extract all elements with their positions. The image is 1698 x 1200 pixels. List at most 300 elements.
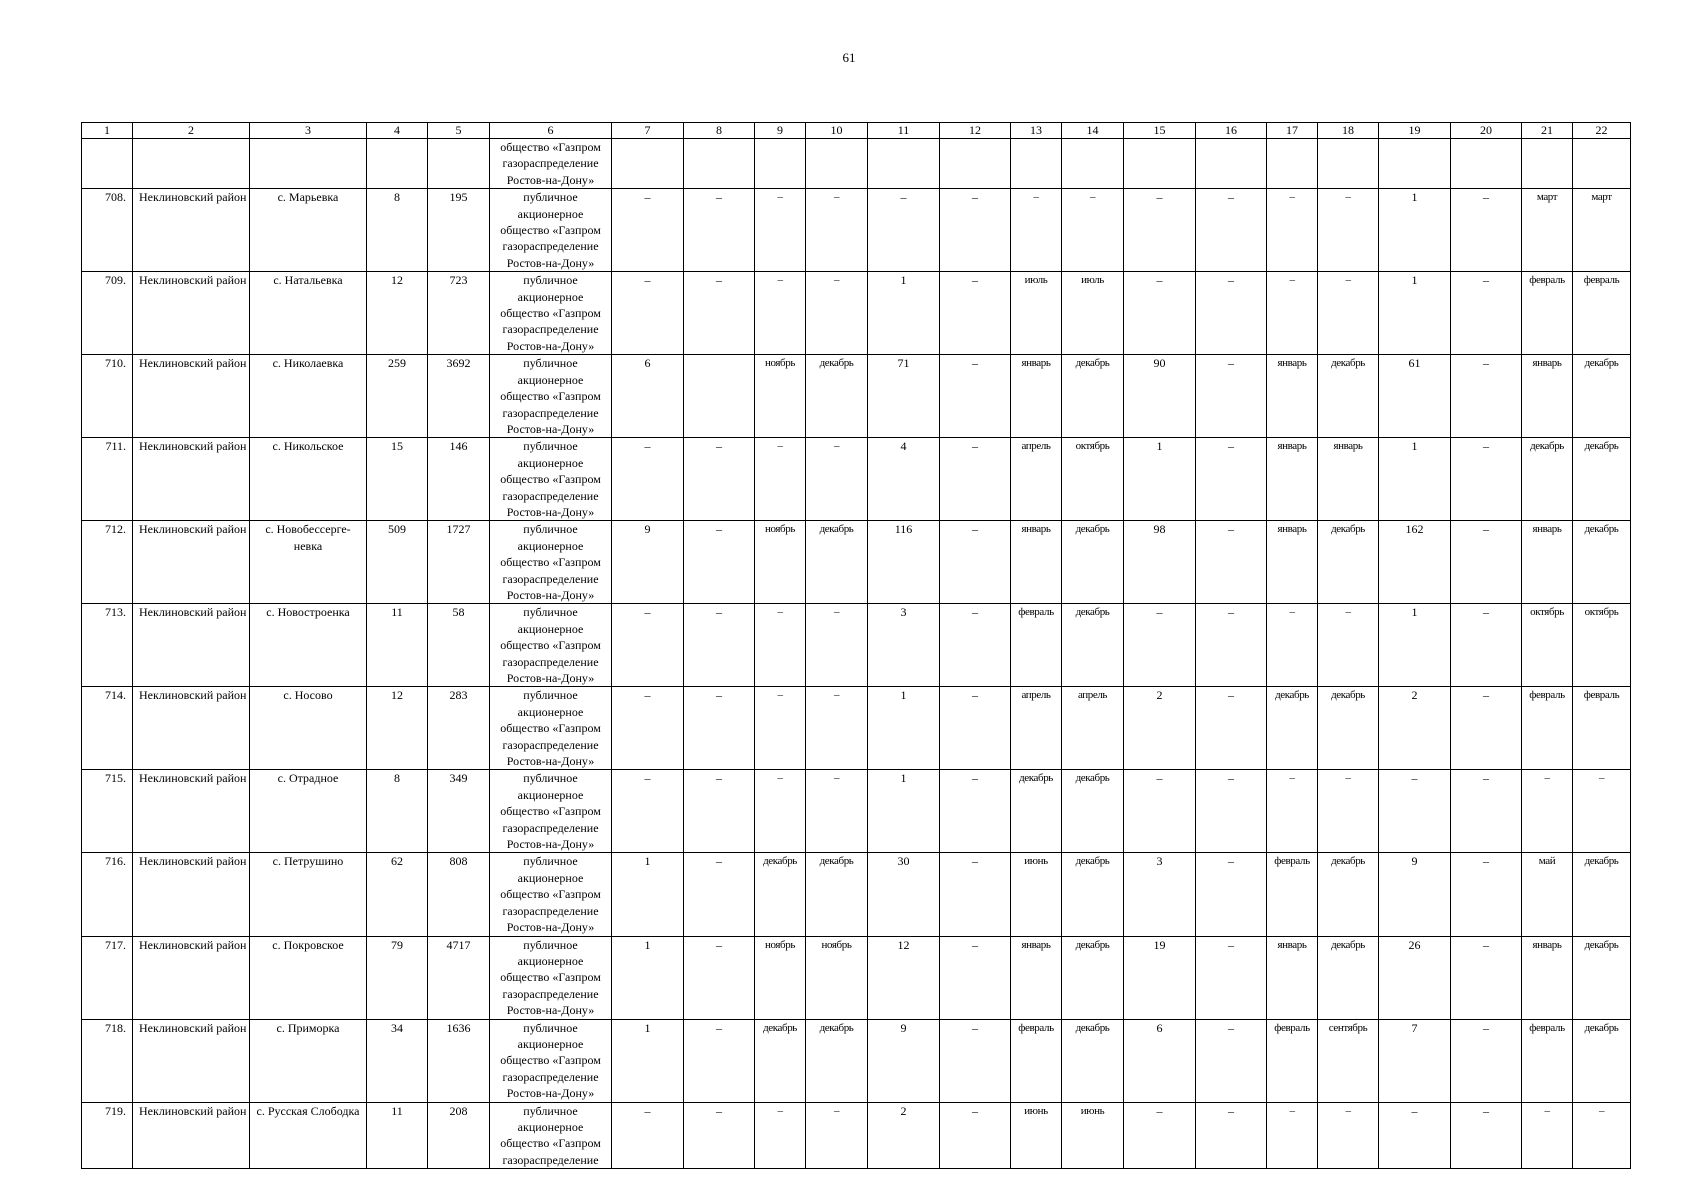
table-cell-col-6: публичное акционерное общество «Газпром газораспределение Ростов-на-Дону»	[490, 853, 612, 936]
table-cell-col-3: с. Новостроенка	[250, 604, 367, 687]
table-cell-col-11	[868, 139, 940, 189]
data-table	[81, 122, 1631, 1169]
table-cell-col-12: –	[940, 438, 1011, 521]
table-cell-col-13	[1011, 139, 1062, 189]
table-cell-col-15: –	[1124, 770, 1196, 853]
table-cell-col-7: –	[612, 604, 684, 687]
table-row	[82, 272, 1631, 355]
table-cell-col-9: декабрь	[755, 853, 806, 936]
column-header: 22	[1573, 123, 1631, 139]
column-header: 15	[1124, 123, 1196, 139]
table-cell-col-19: 1	[1379, 438, 1451, 521]
table-cell-col-20: –	[1451, 604, 1522, 687]
table-cell-col-6: публичное акционерное общество «Газпром газораспределение Ростов-на-Дону»	[490, 604, 612, 687]
table-cell-col-4: 34	[367, 1019, 428, 1102]
table-row	[82, 604, 1631, 687]
table-cell-col-3: с. Новобессерге-невка	[250, 521, 367, 604]
table-cell-col-22: –	[1573, 1102, 1631, 1169]
table-cell-col-17: февраль	[1267, 853, 1318, 936]
table-cell-col-6: публичное акционерное общество «Газпром газораспределение Ростов-на-Дону»	[490, 1019, 612, 1102]
column-header: 7	[612, 123, 684, 139]
table-cell-col-2: Неклиновский район	[133, 1102, 250, 1169]
table-cell-col-8	[684, 139, 755, 189]
table-cell-col-14: декабрь	[1062, 936, 1124, 1019]
table-row	[82, 438, 1631, 521]
table-cell-col-12: –	[940, 1102, 1011, 1169]
table-cell-col-7: –	[612, 687, 684, 770]
table-cell-col-19: 61	[1379, 355, 1451, 438]
table-cell-col-8	[684, 355, 755, 438]
table-cell-col-13: декабрь	[1011, 770, 1062, 853]
table-cell-col-18: декабрь	[1318, 687, 1379, 770]
table-cell-col-1: 710.	[82, 355, 133, 438]
table-cell-col-1: 709.	[82, 272, 133, 355]
table-cell-col-21: –	[1522, 770, 1573, 853]
table-cell-col-10: –	[806, 1102, 868, 1169]
table-cell-col-17: январь	[1267, 936, 1318, 1019]
table-cell-col-12: –	[940, 687, 1011, 770]
table-cell-col-14: июль	[1062, 272, 1124, 355]
table-cell-col-14: апрель	[1062, 687, 1124, 770]
table-cell-col-15: 98	[1124, 521, 1196, 604]
table-cell-col-7: –	[612, 189, 684, 272]
table-cell-col-8: –	[684, 1019, 755, 1102]
table-cell-col-10	[806, 139, 868, 189]
table-cell-col-2: Неклиновский район	[133, 438, 250, 521]
table-cell-col-11: 1	[868, 687, 940, 770]
table-cell-col-2: Неклиновский район	[133, 687, 250, 770]
table-cell-col-5: 1636	[428, 1019, 490, 1102]
table-cell-col-1: 718.	[82, 1019, 133, 1102]
table-cell-col-11: –	[868, 189, 940, 272]
table-cell-col-4: 62	[367, 853, 428, 936]
table-cell-col-8: –	[684, 936, 755, 1019]
table-row	[82, 1102, 1631, 1169]
table-cell-col-21: октябрь	[1522, 604, 1573, 687]
table-cell-col-17: –	[1267, 272, 1318, 355]
table-cell-col-2: Неклиновский район	[133, 355, 250, 438]
column-header: 14	[1062, 123, 1124, 139]
table-cell-col-6: публичное акционерное общество «Газпром газораспределение Ростов-на-Дону»	[490, 438, 612, 521]
table-cell-col-6: публичное акционерное общество «Газпром газораспределение Ростов-на-Дону»	[490, 355, 612, 438]
table-cell-col-2: Неклиновский район	[133, 853, 250, 936]
table-cell-col-2: Неклиновский район	[133, 1019, 250, 1102]
table-cell-col-4: 15	[367, 438, 428, 521]
table-cell-col-15: 3	[1124, 853, 1196, 936]
table-cell-col-9: ноябрь	[755, 936, 806, 1019]
column-header-row	[82, 123, 1631, 139]
table-cell-col-20: –	[1451, 853, 1522, 936]
table-cell-col-7: 6	[612, 355, 684, 438]
table-cell-col-10: декабрь	[806, 521, 868, 604]
table-cell-col-22: февраль	[1573, 687, 1631, 770]
column-header: 16	[1196, 123, 1267, 139]
table-cell-col-14: декабрь	[1062, 770, 1124, 853]
table-cell-col-19: 7	[1379, 1019, 1451, 1102]
table-row	[82, 936, 1631, 1019]
table-cell-col-22: –	[1573, 770, 1631, 853]
table-cell-col-8: –	[684, 687, 755, 770]
table-cell-col-22: декабрь	[1573, 355, 1631, 438]
table-cell-col-5: 283	[428, 687, 490, 770]
column-header: 11	[868, 123, 940, 139]
table-cell-col-10: –	[806, 604, 868, 687]
table-cell-col-13: январь	[1011, 936, 1062, 1019]
table-cell-col-9: –	[755, 189, 806, 272]
table-cell-col-21: –	[1522, 1102, 1573, 1169]
table-cell-col-22: февраль	[1573, 272, 1631, 355]
table-cell-col-22: октябрь	[1573, 604, 1631, 687]
table-cell-col-21: январь	[1522, 521, 1573, 604]
table-cell-col-16: –	[1196, 1102, 1267, 1169]
table-cell-col-19	[1379, 139, 1451, 189]
table-cell-col-19: 9	[1379, 853, 1451, 936]
table-cell-col-21: май	[1522, 853, 1573, 936]
table-cell-col-5: 1727	[428, 521, 490, 604]
table-cell-col-19: –	[1379, 1102, 1451, 1169]
table-cell-col-10: –	[806, 770, 868, 853]
table-cell-col-20: –	[1451, 438, 1522, 521]
table-cell-col-10: декабрь	[806, 355, 868, 438]
table-cell-col-7: 1	[612, 1019, 684, 1102]
table-cell-col-1: 711.	[82, 438, 133, 521]
table-cell-col-10: декабрь	[806, 853, 868, 936]
table-cell-col-21: февраль	[1522, 272, 1573, 355]
table-row	[82, 1019, 1631, 1102]
table-cell-col-7	[612, 139, 684, 189]
table-cell-col-17: –	[1267, 604, 1318, 687]
table-cell-col-4: 79	[367, 936, 428, 1019]
table-cell-col-4	[367, 139, 428, 189]
table-cell-col-5: 808	[428, 853, 490, 936]
table-cell-col-10: –	[806, 189, 868, 272]
table-cell-col-13: апрель	[1011, 438, 1062, 521]
table-cell-col-2	[133, 139, 250, 189]
table-cell-col-14: декабрь	[1062, 604, 1124, 687]
table-cell-col-20: –	[1451, 521, 1522, 604]
table-cell-col-8: –	[684, 272, 755, 355]
table-row	[82, 189, 1631, 272]
table-cell-col-3: с. Отрадное	[250, 770, 367, 853]
table-cell-col-4: 11	[367, 604, 428, 687]
table-cell-col-15: 90	[1124, 355, 1196, 438]
table-cell-col-8: –	[684, 189, 755, 272]
table-cell-col-11: 4	[868, 438, 940, 521]
table-cell-col-17: декабрь	[1267, 687, 1318, 770]
table-cell-col-3: с. Николаевка	[250, 355, 367, 438]
table-cell-col-14: октябрь	[1062, 438, 1124, 521]
table-row	[82, 687, 1631, 770]
table-cell-col-9: декабрь	[755, 1019, 806, 1102]
table-cell-col-22: декабрь	[1573, 521, 1631, 604]
table-cell-col-6: публичное акционерное общество «Газпром газораспределение Ростов-на-Дону»	[490, 936, 612, 1019]
table-cell-col-4: 11	[367, 1102, 428, 1169]
table-cell-col-8: –	[684, 853, 755, 936]
table-cell-col-21: февраль	[1522, 687, 1573, 770]
table-cell-col-19: 2	[1379, 687, 1451, 770]
table-cell-col-18: –	[1318, 1102, 1379, 1169]
table-cell-col-11: 1	[868, 770, 940, 853]
table-cell-col-12: –	[940, 355, 1011, 438]
table-cell-col-5	[428, 139, 490, 189]
table-cell-col-12: –	[940, 853, 1011, 936]
column-header: 6	[490, 123, 612, 139]
table-cell-col-22	[1573, 139, 1631, 189]
table-cell-col-6: публичное акционерное общество «Газпром газораспределение Ростов-на-Дону»	[490, 521, 612, 604]
table-cell-col-18	[1318, 139, 1379, 189]
table-cell-col-20: –	[1451, 1019, 1522, 1102]
table-cell-col-9: –	[755, 272, 806, 355]
table-cell-col-20: –	[1451, 936, 1522, 1019]
table-cell-col-14: декабрь	[1062, 853, 1124, 936]
table-cell-col-15: 19	[1124, 936, 1196, 1019]
table-cell-col-16: –	[1196, 438, 1267, 521]
table-cell-col-16: –	[1196, 687, 1267, 770]
table-cell-col-9: ноябрь	[755, 355, 806, 438]
table-cell-col-14: декабрь	[1062, 355, 1124, 438]
table-cell-col-15: 6	[1124, 1019, 1196, 1102]
table-cell-col-10: –	[806, 272, 868, 355]
column-header: 20	[1451, 123, 1522, 139]
table-cell-col-10: декабрь	[806, 1019, 868, 1102]
column-header: 13	[1011, 123, 1062, 139]
column-header: 8	[684, 123, 755, 139]
table-cell-col-13: июнь	[1011, 1102, 1062, 1169]
table-cell-col-22: декабрь	[1573, 1019, 1631, 1102]
table-cell-col-22: декабрь	[1573, 438, 1631, 521]
table-cell-col-4: 8	[367, 770, 428, 853]
table-cell-col-8: –	[684, 604, 755, 687]
table-cell-col-14	[1062, 139, 1124, 189]
table-cell-col-11: 9	[868, 1019, 940, 1102]
table-cell-col-15: –	[1124, 604, 1196, 687]
table-cell-col-6: публичное акционерное общество «Газпром газораспределение Ростов-на-Дону»	[490, 770, 612, 853]
table-body	[82, 139, 1631, 1169]
table-cell-col-1: 713.	[82, 604, 133, 687]
table-cell-col-11: 1	[868, 272, 940, 355]
table-cell-col-7: 1	[612, 936, 684, 1019]
table-row	[82, 355, 1631, 438]
table-cell-col-16: –	[1196, 355, 1267, 438]
table-cell-col-17: –	[1267, 1102, 1318, 1169]
table-cell-col-7: –	[612, 272, 684, 355]
table-cell-col-11: 3	[868, 604, 940, 687]
table-cell-col-8: –	[684, 770, 755, 853]
table-cell-col-2: Неклиновский район	[133, 936, 250, 1019]
page-number: 61	[842, 50, 856, 65]
table-cell-col-7: –	[612, 770, 684, 853]
table-cell-col-18: –	[1318, 770, 1379, 853]
table-cell-col-1: 716.	[82, 853, 133, 936]
column-header: 9	[755, 123, 806, 139]
table-cell-col-14: декабрь	[1062, 521, 1124, 604]
table-cell-col-16: –	[1196, 189, 1267, 272]
table-cell-col-12: –	[940, 272, 1011, 355]
table-cell-col-16: –	[1196, 770, 1267, 853]
table-cell-col-2: Неклиновский район	[133, 189, 250, 272]
table-cell-col-9: –	[755, 438, 806, 521]
table-cell-col-9: –	[755, 604, 806, 687]
table-cell-col-22: март	[1573, 189, 1631, 272]
table-cell-col-2: Неклиновский район	[133, 770, 250, 853]
table-cell-col-17: –	[1267, 770, 1318, 853]
table-cell-col-13: февраль	[1011, 1019, 1062, 1102]
table-cell-col-2: Неклиновский район	[133, 521, 250, 604]
column-header: 18	[1318, 123, 1379, 139]
table-cell-col-22: декабрь	[1573, 853, 1631, 936]
table-cell-col-11: 12	[868, 936, 940, 1019]
table-cell-col-15: –	[1124, 272, 1196, 355]
table-cell-col-4: 8	[367, 189, 428, 272]
table-cell-col-12: –	[940, 936, 1011, 1019]
table-cell-col-16: –	[1196, 272, 1267, 355]
table-cell-col-6: публичное акционерное общество «Газпром газораспределение Ростов-на-Дону»	[490, 189, 612, 272]
table-cell-col-19: 1	[1379, 272, 1451, 355]
table-cell-col-6: публичное акционерное общество «Газпром газораспределение Ростов-на-Дону»	[490, 687, 612, 770]
table-row	[82, 853, 1631, 936]
table-cell-col-21: февраль	[1522, 1019, 1573, 1102]
table-cell-col-7: 9	[612, 521, 684, 604]
table-cell-col-13: январь	[1011, 521, 1062, 604]
table-cell-col-16: –	[1196, 521, 1267, 604]
table-cell-col-18: декабрь	[1318, 853, 1379, 936]
table-cell-col-7: –	[612, 438, 684, 521]
table-cell-col-6: публичное акционерное общество «Газпром газораспределение	[490, 1102, 612, 1169]
column-header: 10	[806, 123, 868, 139]
table-cell-col-5: 3692	[428, 355, 490, 438]
table-cell-col-16: –	[1196, 1019, 1267, 1102]
table-cell-col-11: 30	[868, 853, 940, 936]
table-cell-col-3: с. Петрушино	[250, 853, 367, 936]
column-header: 17	[1267, 123, 1318, 139]
table-cell-col-5: 349	[428, 770, 490, 853]
table-cell-col-18: январь	[1318, 438, 1379, 521]
table-cell-col-10: ноябрь	[806, 936, 868, 1019]
table-cell-col-5: 208	[428, 1102, 490, 1169]
table-cell-col-13: июль	[1011, 272, 1062, 355]
table-cell-col-1: 719.	[82, 1102, 133, 1169]
table-cell-col-5: 195	[428, 189, 490, 272]
table-cell-col-17: –	[1267, 189, 1318, 272]
table-cell-col-7: –	[612, 1102, 684, 1169]
table-cell-col-18: декабрь	[1318, 355, 1379, 438]
table-cell-col-19: –	[1379, 770, 1451, 853]
table-cell-col-3	[250, 139, 367, 189]
table-cell-col-18: сентябрь	[1318, 1019, 1379, 1102]
table-cell-col-9: ноябрь	[755, 521, 806, 604]
table-cell-col-20: –	[1451, 687, 1522, 770]
table-cell-col-5: 723	[428, 272, 490, 355]
table-cell-col-17	[1267, 139, 1318, 189]
table-cell-col-3: с. Марьевка	[250, 189, 367, 272]
column-header: 3	[250, 123, 367, 139]
table-cell-col-6: общество «Газпром газораспределение Ростов-на-Дону»	[490, 139, 612, 189]
table-cell-col-2: Неклиновский район	[133, 272, 250, 355]
column-header: 5	[428, 123, 490, 139]
table-cell-col-14: июнь	[1062, 1102, 1124, 1169]
table-cell-col-10: –	[806, 687, 868, 770]
column-header: 4	[367, 123, 428, 139]
table-cell-col-17: январь	[1267, 438, 1318, 521]
column-header: 21	[1522, 123, 1573, 139]
table-cell-col-19: 1	[1379, 604, 1451, 687]
table-cell-col-20: –	[1451, 272, 1522, 355]
table-cell-col-21: март	[1522, 189, 1573, 272]
table-cell-col-11: 2	[868, 1102, 940, 1169]
table-cell-col-9: –	[755, 1102, 806, 1169]
table-cell-col-8: –	[684, 1102, 755, 1169]
table-cell-col-17: февраль	[1267, 1019, 1318, 1102]
table-cell-col-19: 162	[1379, 521, 1451, 604]
table-cell-col-4: 259	[367, 355, 428, 438]
table-cell-col-6: публичное акционерное общество «Газпром газораспределение Ростов-на-Дону»	[490, 272, 612, 355]
column-header: 12	[940, 123, 1011, 139]
table-cell-col-12	[940, 139, 1011, 189]
table-cell-col-20: –	[1451, 355, 1522, 438]
table-cell-col-5: 58	[428, 604, 490, 687]
table-cell-col-11: 71	[868, 355, 940, 438]
table-cell-col-19: 26	[1379, 936, 1451, 1019]
table-cell-col-2: Неклиновский район	[133, 604, 250, 687]
column-header: 2	[133, 123, 250, 139]
table-cell-col-13: январь	[1011, 355, 1062, 438]
table-cell-col-11: 116	[868, 521, 940, 604]
table-cell-col-3: с. Натальевка	[250, 272, 367, 355]
table-cell-col-12: –	[940, 604, 1011, 687]
table-cell-col-1: 712.	[82, 521, 133, 604]
table-cell-col-12: –	[940, 521, 1011, 604]
table-cell-col-18: декабрь	[1318, 521, 1379, 604]
table-cell-col-15: –	[1124, 1102, 1196, 1169]
table-cell-col-21	[1522, 139, 1573, 189]
table-cell-col-13: июнь	[1011, 853, 1062, 936]
table-cell-col-8: –	[684, 521, 755, 604]
table-cell-col-18: –	[1318, 189, 1379, 272]
table-cell-col-1: 717.	[82, 936, 133, 1019]
table-cell-col-1: 715.	[82, 770, 133, 853]
table-cell-col-15: –	[1124, 189, 1196, 272]
table-row	[82, 521, 1631, 604]
table-cell-col-21: декабрь	[1522, 438, 1573, 521]
table-cell-col-3: с. Носово	[250, 687, 367, 770]
table-cell-col-13: апрель	[1011, 687, 1062, 770]
table-cell-col-4: 509	[367, 521, 428, 604]
table-cell-col-15: 1	[1124, 438, 1196, 521]
table-cell-col-20: –	[1451, 1102, 1522, 1169]
table-cell-col-16: –	[1196, 604, 1267, 687]
table-cell-col-21: январь	[1522, 936, 1573, 1019]
table-cell-col-7: 1	[612, 853, 684, 936]
table-cell-col-3: с. Никольское	[250, 438, 367, 521]
table-cell-col-3: с. Приморка	[250, 1019, 367, 1102]
table-cell-col-16: –	[1196, 936, 1267, 1019]
table-cell-col-17: январь	[1267, 355, 1318, 438]
table-cell-col-9: –	[755, 687, 806, 770]
column-header: 1	[82, 123, 133, 139]
table-cell-col-16	[1196, 139, 1267, 189]
table-cell-col-21: январь	[1522, 355, 1573, 438]
table-cell-col-13: февраль	[1011, 604, 1062, 687]
table-cell-col-9	[755, 139, 806, 189]
table-cell-col-15: 2	[1124, 687, 1196, 770]
table-cell-col-20	[1451, 139, 1522, 189]
table-cell-col-16: –	[1196, 853, 1267, 936]
table-cell-col-18: –	[1318, 272, 1379, 355]
table-cell-col-20: –	[1451, 189, 1522, 272]
table-row	[82, 139, 1631, 189]
table-cell-col-15	[1124, 139, 1196, 189]
table-cell-col-12: –	[940, 1019, 1011, 1102]
